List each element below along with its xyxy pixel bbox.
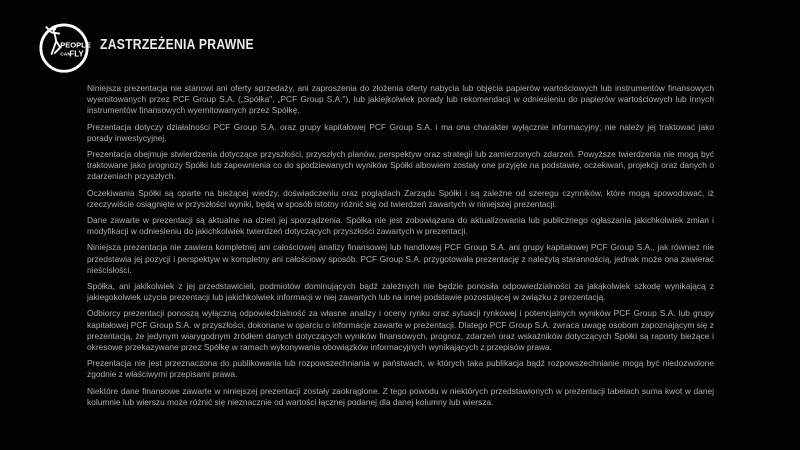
- people-can-fly-logo: [36, 19, 92, 75]
- logo-text-fly: FLY: [69, 49, 84, 59]
- disclaimer-paragraph: Niektóre dane finansowe zawarte w niniejszej prezentacji zostały zaokrąglone. Z tego powodu w niektórych przedstawionych w prezentacji tabelach suma kwot w danej kolumnie lub wierszu może różnić się nieznacznie od wartości łącznej podanej dla danej kolumny lub wiersza.: [87, 385, 714, 407]
- disclaimer-body: [87, 83, 714, 413]
- disclaimer-paragraph: Prezentacja obejmuje stwierdzenia dotyczące przyszłości, przyszłych planów, perspektyw oraz strategii lub zamierzonych zdarzeń. Powyższe twierdzenia nie mogą być traktowane jako prognozy Spółki lub zapewnienia co do spodziewanych wyników Spółki albowiem zostały one przyjęte na podstawie, oczekiwań, projekcji oraz danych o zdarzeniach przyszłych.: [87, 149, 714, 182]
- logo-text-people: PEOPLE: [60, 40, 91, 50]
- logo-text-can: CAN: [60, 52, 71, 58]
- disclaimer-paragraph: Prezentacja dotyczy działalności PCF Group S.A. oraz grupy kapitałowej PCF Group S.A. i ma ona charakter wyłącznie informacyjny; nie należy jej traktować jako porady inwestycyjnej.: [87, 121, 714, 143]
- leaping-figure-icon: [46, 26, 60, 54]
- disclaimer-paragraph: Prezentacja nie jest przeznaczona do publikowania lub rozpowszechniania w państwach, w których taka publikacja bądź rozpowszechnianie mogą być niedozwolone zgodnie z właściwymi przepisami prawa.: [87, 358, 714, 380]
- disclaimer-paragraph: Odbiorcy prezentacji ponoszą wyłączną odpowiedzialność za własne analizy i oceny rynku oraz sytuacji rynkowej i potencjalnych wyników PCF Group S.A. lub grupy kapitałowej PCF Group S.A. w przyszłości, dokonane w oparciu o informacje zawarte w prezentacji. Dlatego PCF Group S.A. zwraca uwagę osobom zapoznającym się z prezentacją, że jedynym wiarygodnym źródłem danych dotyczących wyników finansowych, prognoz, zdarzeń oraz wskaźników dotyczących Spółki są raporty bieżące i okresowe przekazywane przez Spółkę w ramach wykonywania obowiązków informacyjnych wynikających z przepisów prawa.: [87, 308, 714, 353]
- page-title: ZASTRZEŻENIA PRAWNE: [100, 37, 254, 53]
- disclaimer-paragraph: Dane zawarte w prezentacji są aktualne na dzień jej sporządzenia. Spółka nie jest zobowiązana do aktualizowania lub publicznego ogłaszania jakichkolwiek zmian i modyfikacji w odniesieniu do jakichkolwiek twierdzeń dotyczących przyszłości zawartych w prezentacji.: [87, 215, 714, 237]
- disclaimer-paragraph: Oczekiwania Spółki są oparte na bieżącej wiedzy, doświadczeniu oraz poglądach Zarządu Spółki i są zależne od szeregu czynników, które mogą spowodować, iż rzeczywiście osiągnięte w przyszłości wyniki, będą w sposób istotny różnić się od twierdzeń zawartych w niniejszej prezentacji.: [87, 187, 714, 209]
- disclaimer-paragraph: Niniejsza prezentacja nie stanowi ani oferty sprzedaży, ani zaproszenia do złożenia oferty nabycia lub objęcia papierów wartościowych lub instrumentów finansowych wyemitowanych przez PCF Group S.A. („Spółka", „PCF Group S.A."), lub jakiejkolwiek porady lub rekomendacji w odniesieniu do papierów wartościowych lub innych instrumentów finansowych wyemitowanych przez Spółkę.: [87, 83, 714, 116]
- disclaimer-paragraph: Niniejsza prezentacja nie zawiera kompletnej ani całościowej analizy finansowej lub handlowej PCF Group S.A. ani grupy kapitałowej PCF Group S.A., jak również nie przedstawia jej pozycji i perspektyw w kompletny ani całościowy sposób. PCF Group S.A. przygotowała prezentację z należytą starannością, jednak może ona zawierać nieścisłości.: [87, 242, 714, 275]
- disclaimer-paragraph: Spółka, ani jakikolwiek z jej przedstawicieli, podmiotów dominujących bądź zależnych nie będzie ponosiła odpowiedzialności za jakąkolwiek szkodę wynikającą z jakiegokolwiek użycia prezentacji lub jakichkolwiek informacji w niej zawartych lub na innej podstawie pozostającej w związku z prezentacją.: [87, 281, 714, 303]
